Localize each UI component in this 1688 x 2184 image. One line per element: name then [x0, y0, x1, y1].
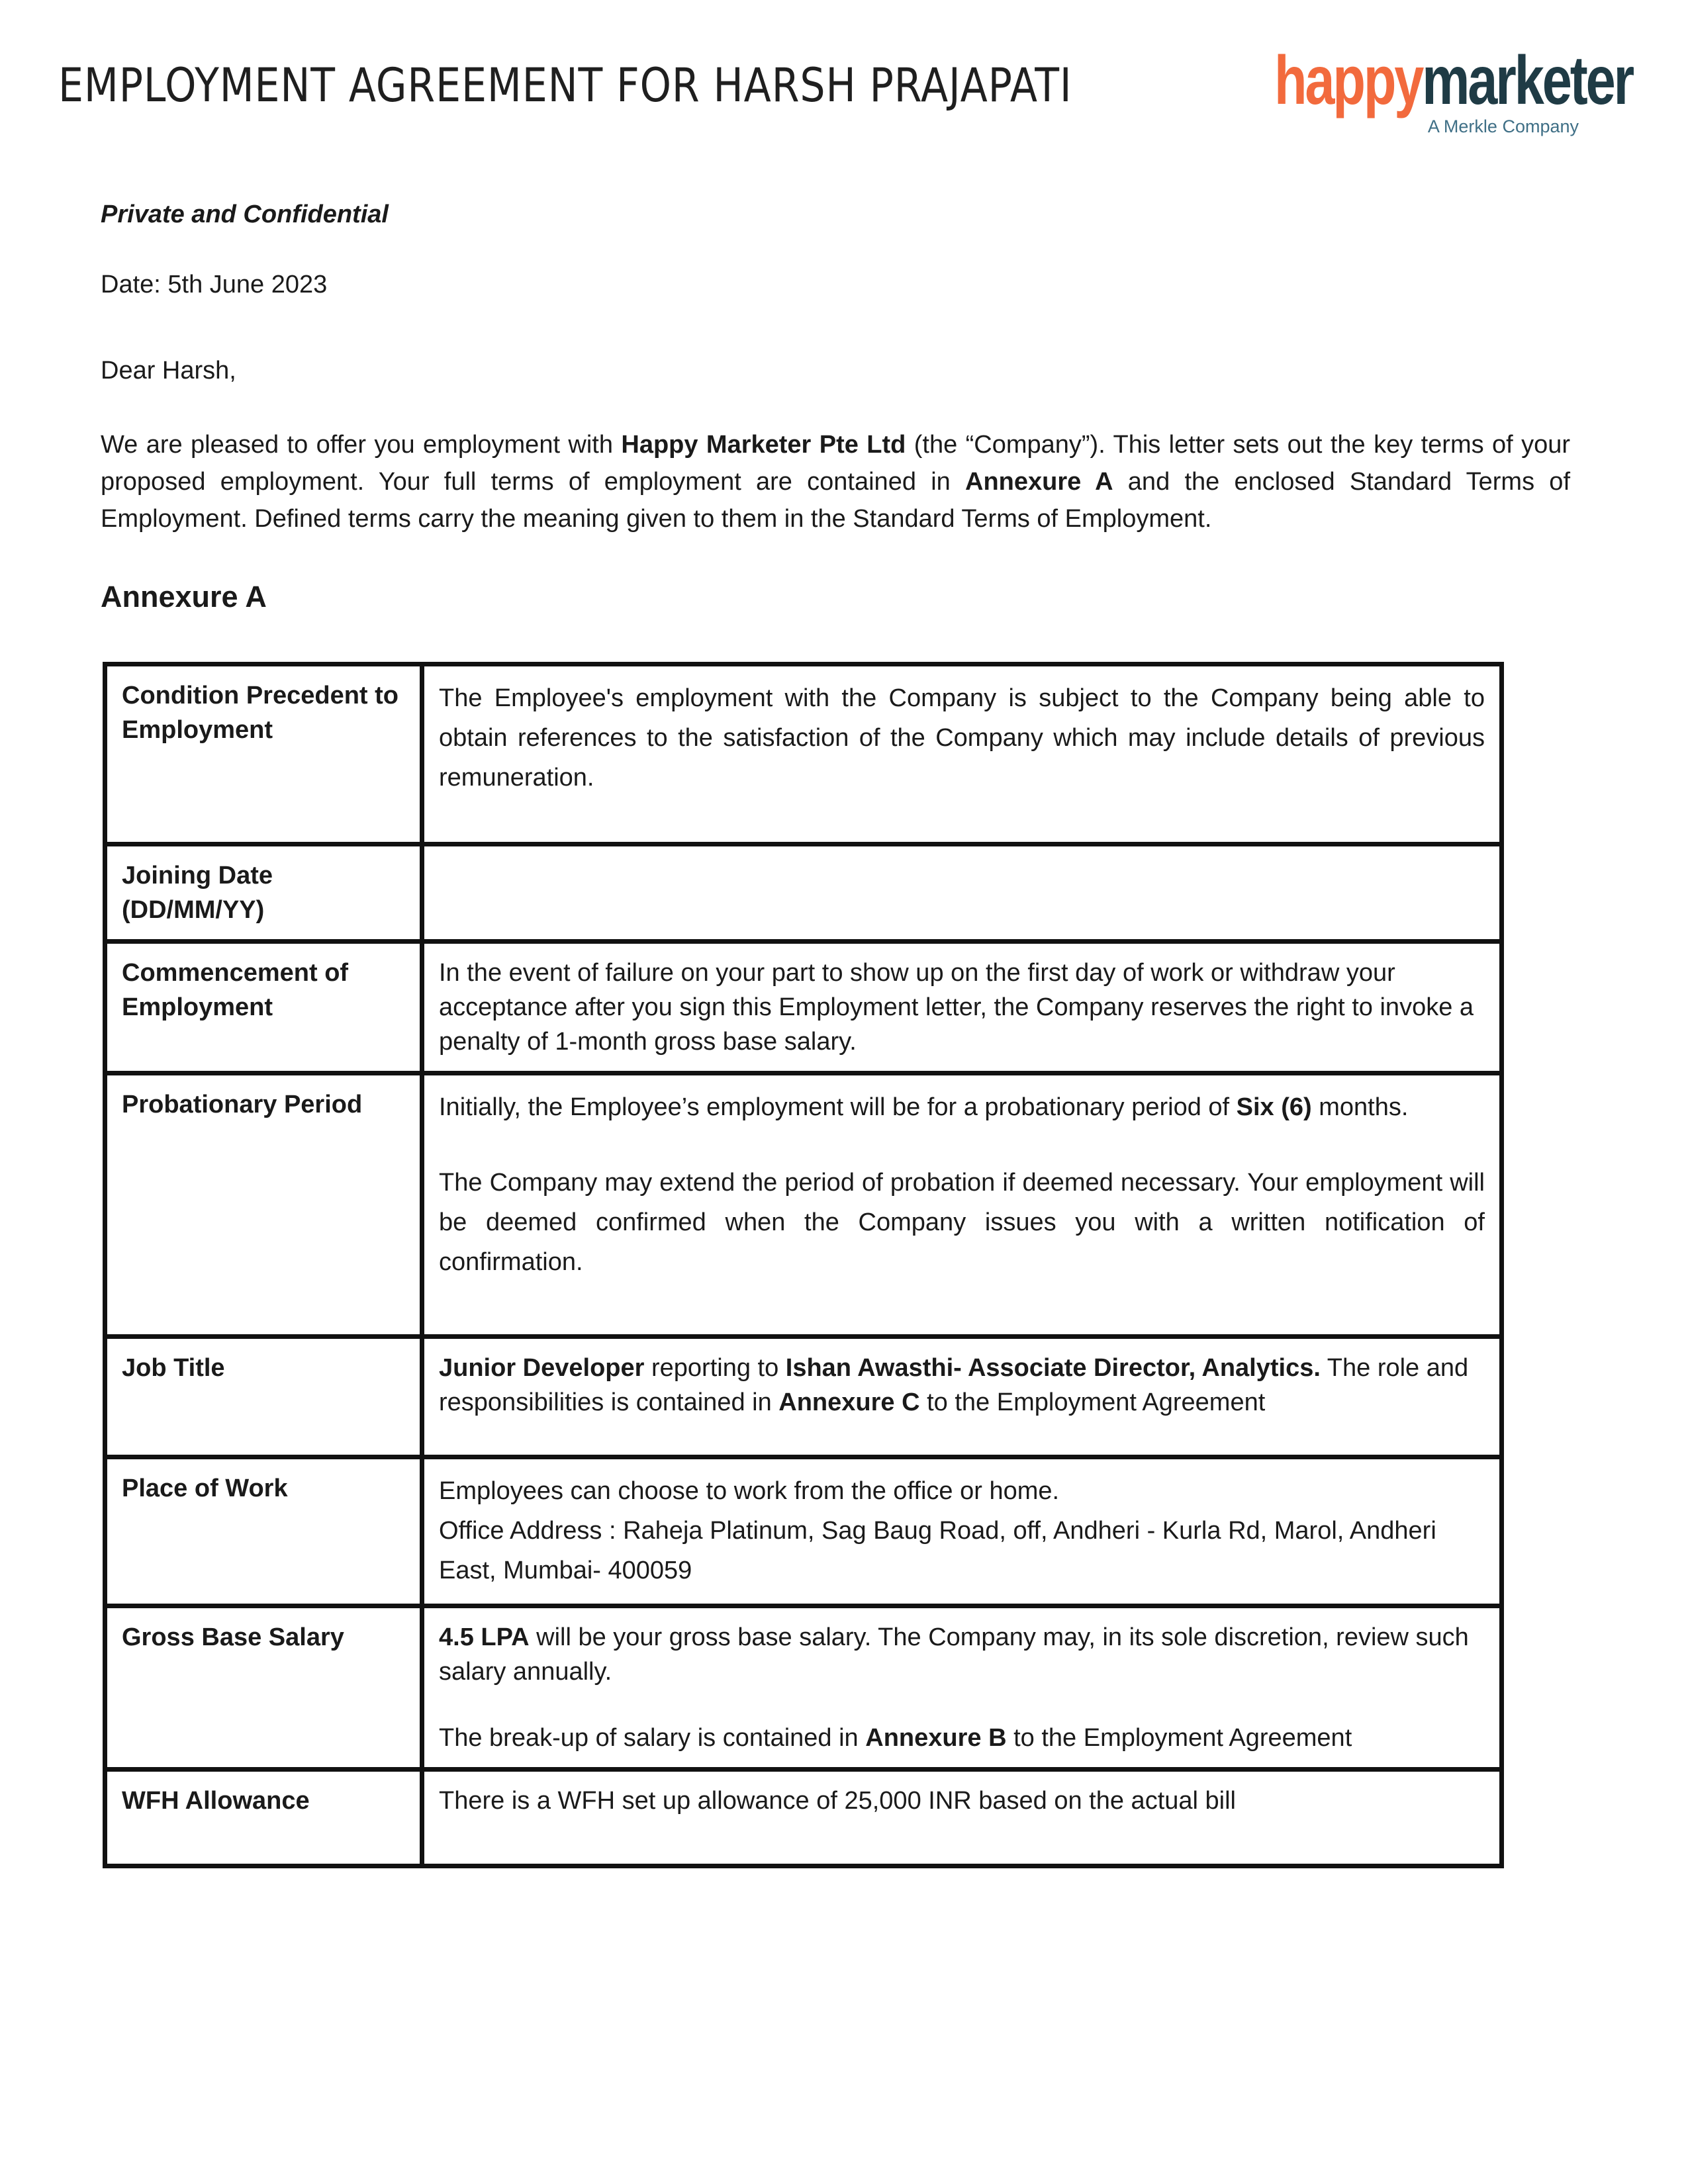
- job-text: reporting to: [644, 1354, 786, 1382]
- salary-para-2: [439, 1721, 1485, 1755]
- logo-happy: happy: [1274, 42, 1423, 119]
- intro-text-3: and the enclosed Standard Terms of Employment. Defined terms carry the meaning given to them in the Standard Terms of Employment.: [101, 468, 1571, 533]
- row-value: In the event of failure on your part to show up on the first day of work or withdraw your acceptance after you sign this Employment letter, the Company reserves the right to invoke a penalty of 1-month gross base salary.: [422, 942, 1502, 1073]
- row-label: Condition Precedent to Employment: [105, 664, 422, 844]
- logo-wordmark: [1274, 42, 1633, 119]
- letter-body: [101, 196, 1570, 617]
- job-manager: Ishan Awasthi- Associate Director, Analytics.: [785, 1354, 1321, 1382]
- row-label: Place of Work: [105, 1457, 422, 1606]
- intro-text-1: We are pleased to offer you employment with: [101, 431, 622, 459]
- terms-table: [103, 662, 1504, 1868]
- document-title: EMPLOYMENT AGREEMENT FOR HARSH PRAJAPATI: [58, 58, 1072, 113]
- row-value: [422, 1457, 1502, 1606]
- job-title-value: Junior Developer: [439, 1354, 645, 1382]
- table-row: [105, 1073, 1502, 1337]
- joining-date-value: [422, 844, 1502, 942]
- intro-text-2: (the “Company”). This letter sets out the key terms of your proposed employment. Your full terms of employment are contained in: [101, 431, 1570, 496]
- row-label: Job Title: [105, 1337, 422, 1457]
- salary-para-1: [439, 1620, 1485, 1689]
- job-text: to the Employment Agreement: [919, 1388, 1266, 1416]
- logo-subtitle: A Merkle Company: [1427, 116, 1579, 136]
- annexure-heading: Annexure A: [101, 580, 267, 614]
- table-row: [105, 844, 1502, 942]
- place-line-1: Employees can choose to work from the office or home.: [439, 1477, 1060, 1505]
- salary-annexure-ref: Annexure B: [865, 1724, 1007, 1752]
- row-value: The Employee's employment with the Company is subject to the Company being able to obtain references to the satisfaction of the Company which may include details of previous remuneration.: [422, 664, 1502, 844]
- intro-annexure-ref: Annexure A: [965, 468, 1113, 496]
- probation-text: Initially, the Employee’s employment will be for a probationary period of: [439, 1093, 1237, 1121]
- row-label: Gross Base Salary: [105, 1606, 422, 1770]
- table-row: [105, 1770, 1502, 1866]
- letter-date: Date: 5th June 2023: [101, 271, 328, 298]
- logo-marketer: marketer: [1422, 42, 1633, 119]
- salary-text: will be your gross base salary. The Company may, in its sole discretion, review such salary annually.: [439, 1623, 1469, 1686]
- row-label: Probationary Period: [105, 1073, 422, 1337]
- greeting: Dear Harsh,: [101, 357, 236, 385]
- salary-text: The break-up of salary is contained in: [439, 1724, 866, 1752]
- probation-duration: Six (6): [1236, 1093, 1312, 1121]
- salary-text: to the Employment Agreement: [1006, 1724, 1352, 1752]
- table-row: [105, 942, 1502, 1073]
- row-value: There is a WFH set up allowance of 25,000 INR based on the actual bill: [422, 1770, 1502, 1866]
- row-label: WFH Allowance: [105, 1770, 422, 1866]
- table-row: [105, 1457, 1502, 1606]
- salary-amount: 4.5 LPA: [439, 1623, 530, 1651]
- probation-para-2: The Company may extend the period of probation if deemed necessary. Your employment will be deemed confirmed when the Company issues you with a written notification of confirmation.: [439, 1169, 1485, 1276]
- confidential-label: Private and Confidential: [101, 201, 389, 228]
- row-label: Commencement of Employment: [105, 942, 422, 1073]
- office-address: Office Address : Raheja Platinum, Sag Baug Road, off, Andheri - Kurla Rd, Marol, Andheri East, Mumbai- 400059: [439, 1517, 1436, 1584]
- table-row: [105, 1337, 1502, 1457]
- intro-paragraph: [101, 426, 1570, 537]
- company-logo: [1274, 42, 1633, 146]
- row-value: [422, 1606, 1502, 1770]
- probation-text-end: months.: [1311, 1093, 1409, 1121]
- row-label: Joining Date (DD/MM/YY): [105, 844, 422, 942]
- probation-para-1: [439, 1087, 1485, 1127]
- job-annexure-ref: Annexure C: [778, 1388, 920, 1416]
- table-row: [105, 1606, 1502, 1770]
- row-value: [422, 1073, 1502, 1337]
- job-text: The role and responsibilities is contained in: [439, 1354, 1469, 1416]
- intro-company-name: Happy Marketer Pte Ltd: [621, 431, 906, 459]
- row-value: [422, 1337, 1502, 1457]
- table-row: [105, 664, 1502, 844]
